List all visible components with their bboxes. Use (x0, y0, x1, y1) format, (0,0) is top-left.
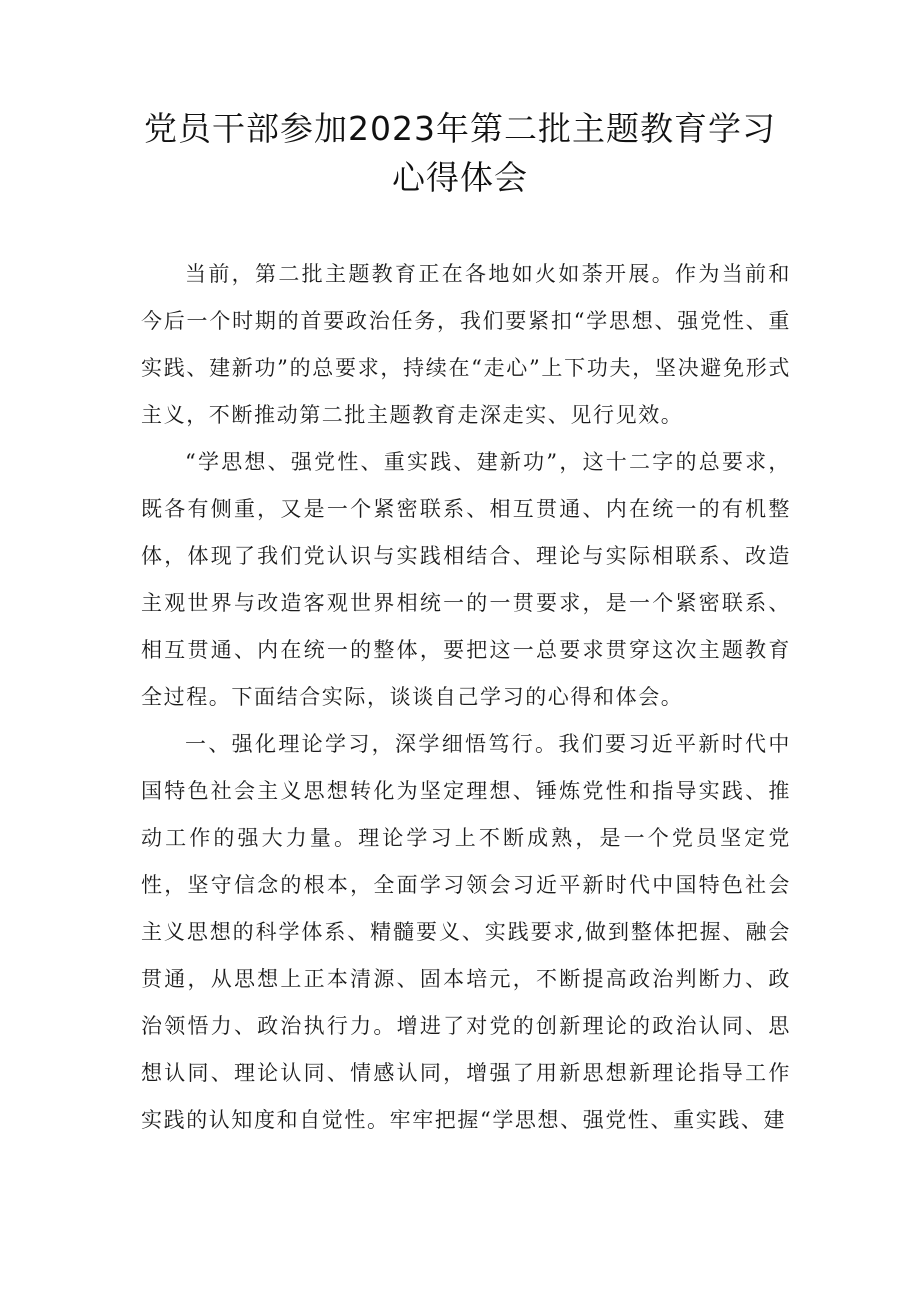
title-line-1: 党员干部参加2023年第二批主题教育学习 (144, 109, 776, 148)
document-title (120, 104, 800, 202)
paragraph-2: “学思想、强党性、重实践、建新功”，这十二字的总要求，既各有侧重，又是一个紧密联系、相互贯通、内在统一的有机整体，体现了我们党认识与实践相结合、理论与实际相联系、改造主观世界与改造客观世界相统一的一贯要求，是一个紧密联系、相互贯通、内在统一的整体，要把这一总要求贯穿这次主题教育全过程。下面结合实际，谈谈自己学习的心得和体会。 (141, 450, 791, 709)
paragraph-1: 当前，第二批主题教育正在各地如火如荼开展。作为当前和今后一个时期的首要政治任务，我们要紧扣“学思想、强党性、重实践、建新功”的总要求，持续在“走心”上下功夫，坚决避免形式主义，不断推动第二批主题教育走深走实、见行见效。 (141, 262, 791, 427)
title-line-2: 心得体会 (392, 158, 528, 197)
paragraph-3: 一、强化理论学习，深学细悟笃行。我们要习近平新时代中国特色社会主义思想转化为坚定理想、锤炼党性和指导实践、推动工作的强大力量。理论学习上不断成熟，是一个党员坚定党性，坚守信念的根本，全面学习领会习近平新时代中国特色社会主义思想的科学体系、精髓要义、实践要求,做到整体把握、融会贯通，从思想上正本清源、固本培元，不断提高政治判断力、政治领悟力、政治执行力。增进了对党的创新理论的政治认同、思想认同、理论认同、情感认同，增强了用新思想新理论指导工作实践的认知度和自觉性。牢牢把握“学思想、强党性、重实践、建 (141, 732, 791, 1132)
document-body (141, 251, 791, 1144)
